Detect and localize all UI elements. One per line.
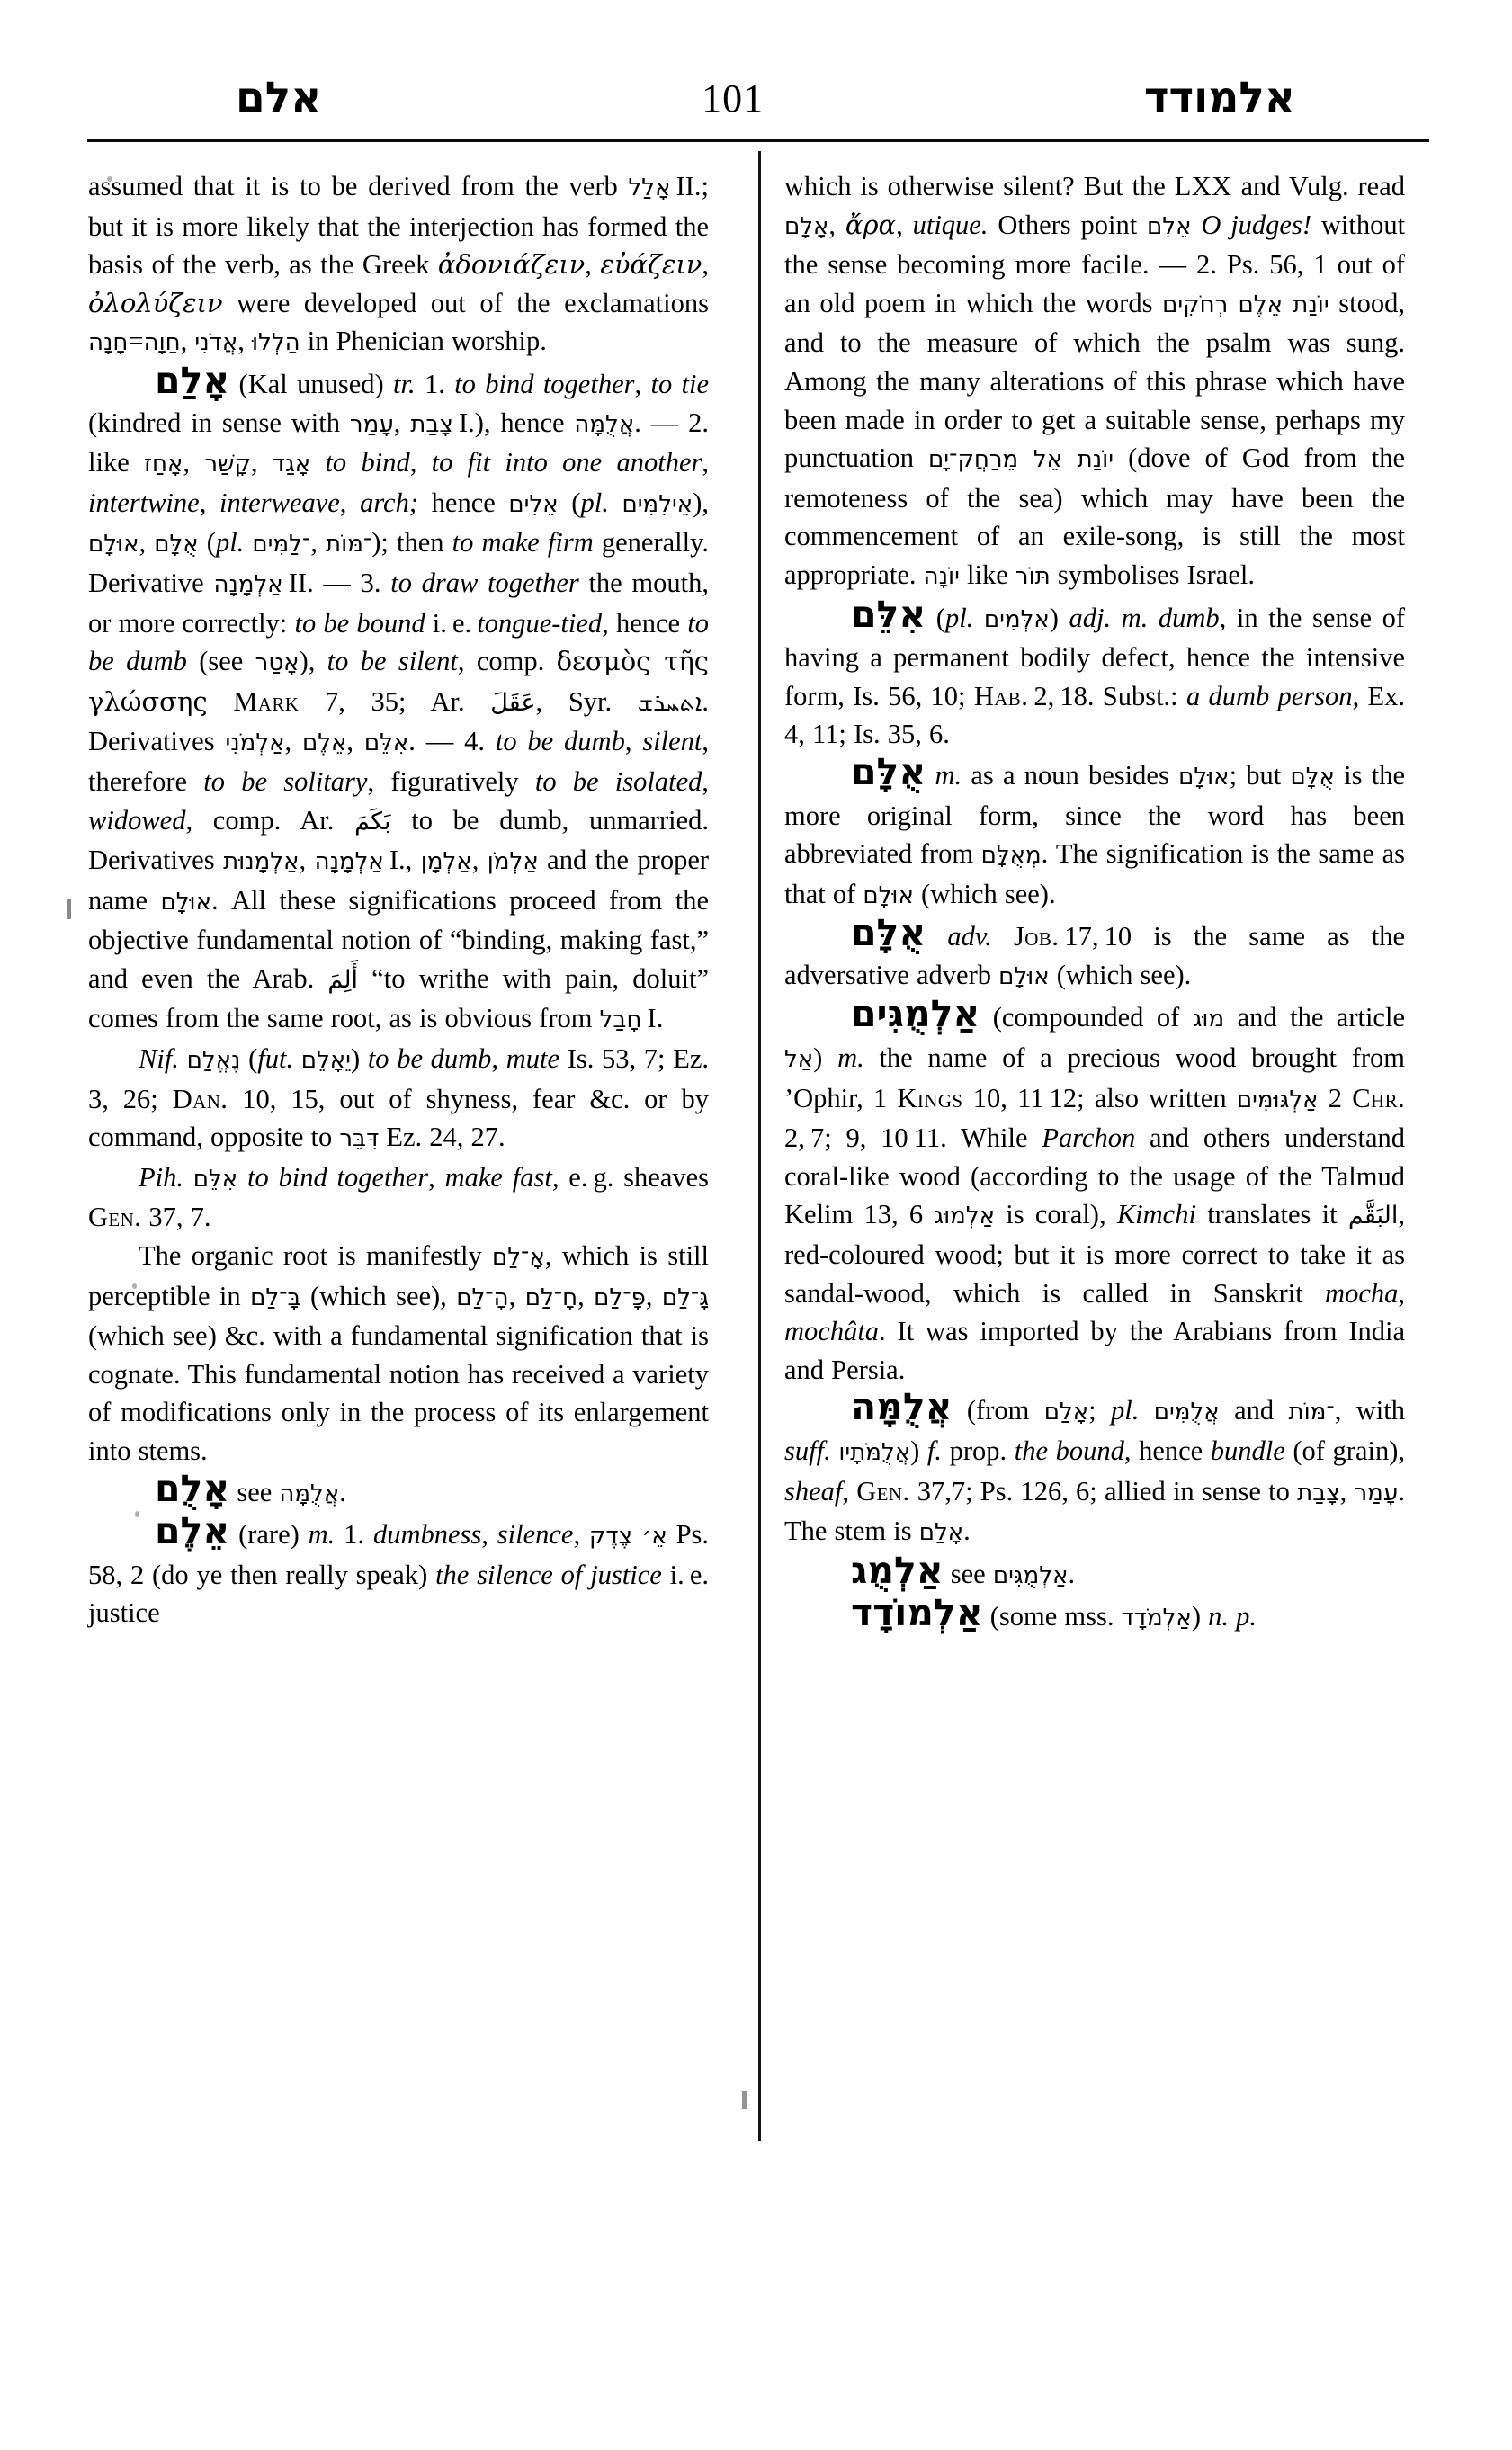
- hebrew-word: אוּלָם: [863, 881, 914, 909]
- hebrew-word: אֵילִמִּים: [622, 490, 693, 518]
- gloss: to be silent: [327, 646, 458, 677]
- gloss: intertwine: [88, 487, 200, 518]
- gloss: to be dumb: [495, 726, 625, 757]
- hebrew-word: אוּלָם: [1178, 763, 1230, 791]
- gloss: silent: [642, 726, 702, 757]
- conjugation-label: Nif.: [139, 1043, 179, 1075]
- gloss: O judges!: [1201, 209, 1311, 240]
- hebrew-word: מוּג: [1192, 1006, 1225, 1033]
- dictionary-entry-alam: אָלַם (Kal unused) tr. 1. to bind together, to tie (kindred in sense with עָמַר, צָבַת I.), hence אֲלֻמָּה. — 2. like אָחַז, קָשַׁר, אָגַד to bind, to fit into one another, intertwine, interweave, arch; hence אֵלִים (pl. אֵילִמִּים), אוּלָם, אֻלָּם (pl. ־לַמִּים, ־מּוֹת); then to make firm generally. Derivative אַלְמָנָה II. — 3. to draw together the mouth, or more correctly: to be bound i. e. tongue-tied, hence to be dumb (see אָטַר), to be silent, comp. δεσμὸς τῆς γλώσσης Mark 7, 35; Ar. عَقَلَ, Syr. ܐܬܚܪܫ. Derivatives אַלְמֹנִי, אֵלֶם, אִלֵּם. — 4. to be dumb, silent, therefore to be solitary, figuratively to be isolated, widowed, comp. Ar. بَكَمَ to be dumb, unmarried. Derivatives אַלְמָנוּת, אַלְמָנָה I., אַלְמָן, אַלְמֹן and the proper name אוּלָם. All these significations proceed from the objective fundamental notion of “binding, making fast,” and even the Arab. أَلِمَ “to writhe with pain, doluit” comes from the same root, as is obvious from חָבַל I.: [88, 358, 710, 1034]
- hebrew-word: אָלַם: [918, 1519, 964, 1547]
- gloss: bundle: [1210, 1435, 1285, 1466]
- gloss: arch;: [360, 487, 418, 518]
- header-rule: [87, 139, 1429, 142]
- dictionary-entry-alummah: אֲלֻמָּה (from אָלַם; pl. אֲלֻמִּים and ־מּוֹת, with suff. אֲלֻמֹּתָיו) f. prop. the bound, hence bundle (of grain), sheaf, Gen. 37,7; Ps. 126, 6; allied in sense to צָבַת, עָמַר. The stem is אָלַם.: [784, 1385, 1406, 1547]
- dictionary-entry-almodad: אַלְמוֹדָד (some mss. אַלְמֹדָד) n. p.: [851, 1591, 1257, 1635]
- hebrew-word: ־מּוֹת: [326, 531, 372, 559]
- gloss: dumbness: [372, 1519, 482, 1551]
- conjugation-piel: Pih. אִלֵּם to bind together, make fast, e. g. sheaves Gen. 37, 7.: [88, 1161, 710, 1233]
- greek-word: εὐάζειν: [600, 249, 702, 281]
- arabic-word: البَقَّم: [1347, 1202, 1399, 1230]
- gloss: the bound: [1014, 1435, 1124, 1466]
- scan-speck: [135, 1511, 139, 1517]
- hebrew-word: אֲלֻמָּה: [574, 410, 635, 438]
- dictionary-entry-ullam-adverb: אֻלָּם adv. Job. 17, 10 is the same as the adversative adverb אוּלָם (which see).: [784, 911, 1406, 990]
- hebrew-word: מְאֻלָּם: [980, 842, 1042, 870]
- hebrew-word: אִלְּמִים: [983, 605, 1050, 633]
- paragraph-organic-root: The organic root is manifestly אָ־לַם, which is still perceptible in בָּ־לַם (which see), הָ־לַם, חָ־לַם, פָּ־לַם, גָּ־לַם (which see) &c. with a fundamental signification that is cognate. This fundamental notion has received a variety of modifications only in the process of its enlargement into stems.: [88, 1240, 710, 1466]
- arabic-word: أَلِمَ: [327, 965, 359, 994]
- hebrew-word: אַלְמָנוּת: [223, 848, 300, 876]
- hebrew-word: אֵ׳ צֶדֶק: [588, 1523, 667, 1551]
- gloss: sheaf: [784, 1475, 843, 1507]
- dictionary-entry-ullam-noun: אֻלָּם m. as a noun besides אוּלָם; but אֻלָּם is the more original form, since the word has been abbreviated from מְאֻלָּם. The signification is the same as that of אוּלָם (which see).: [784, 749, 1406, 909]
- hebrew-word: חָבַל: [599, 1006, 642, 1034]
- hebrew-word: אֵלֶם: [301, 729, 347, 757]
- hebrew-word: בָּ־לַם: [250, 1283, 301, 1311]
- grammar-abbrev: n. p.: [1208, 1601, 1257, 1632]
- hebrew-word: צָבַת: [1297, 1479, 1340, 1507]
- paragraph-continued-from-left-column: which is otherwise silent? But the LXX and Vulg. read אָלָם, ἄρα, utique. Others point אֵלִם O judges! without the sense becoming more facile. — 2. Ps. 56, 1 out of an old poem in which the words יוֹנַת אֵלֶם רְחֹקִים stood, and to the measure of which the psalm was sung. Among the many alterations of this phrase which have been made in order to get a suitable sense, perhaps my punctuation יוֹנַת אֵל מֵרַחֲק־יָם (dove of God from the remoteness of the sea) which may have been the commencement of an exile-song, is still the most appropriate. יוֹנָה like תּוֹר symbolises Israel.: [784, 171, 1406, 590]
- hebrew-word: אוּלָם: [998, 962, 1050, 990]
- bible-book-abbrev: Gen.: [856, 1475, 910, 1507]
- sanskrit-word: mocha: [1325, 1277, 1399, 1309]
- hebrew-word: אַלְמָנָה: [314, 848, 384, 876]
- hebrew-word: הָ־לַם: [456, 1283, 509, 1311]
- scholar-name: Kimchi: [1116, 1199, 1196, 1230]
- hebrew-word: ־לַמִּים: [252, 531, 311, 559]
- hebrew-word: חַוָה: [143, 329, 181, 357]
- entry-headword-hebrew: אָלַם: [155, 358, 230, 402]
- hebrew-word: אָגַד: [272, 451, 311, 478]
- running-head-left-hebrew: אלם: [236, 73, 322, 122]
- dictionary-entry-illem: אִלֵּם (pl. אִלְּמִים) adj. m. dumb, in the sense of having a permanent bodily defect, hence the intensive form, Is. 56, 10; Hab. 2, 18. Subst.: a dumb person, Ex. 4, 11; Is. 35, 6.: [784, 592, 1405, 750]
- gloss: to draw together: [390, 567, 579, 598]
- entry-headword-hebrew: אַלְמֻג: [851, 1548, 944, 1592]
- hebrew-word: אָלַם: [1043, 1399, 1089, 1426]
- hebrew-word: אֵלִים: [508, 490, 559, 518]
- gloss: interweave: [219, 487, 340, 518]
- hebrew-word: אַלְמָן: [420, 848, 472, 876]
- hebrew-word: אָטַר: [255, 649, 300, 677]
- bible-book-abbrev: Kings: [897, 1082, 963, 1113]
- dictionary-entry-almuggim: אַלְמֻגִּים (compounded of מוּג and the article אַל) m. the name of a precious wood brought from ’Ophir, 1 Kings 10, 11 12; also written אַלְגּוּמִּים 2 Chr. 2, 7; 9, 10 11. While Parchon and others understand coral-like wood (according to the usage of the Talmud Kelim 13, 6 אַלְמוּג is coral), Kimchi translates it البَقَّم, red-coloured wood; but it is more correct to take it as sandal-wood, which is called in Sanskrit mocha, mochâta. It was imported by the Arabians from India and Persia.: [784, 992, 1406, 1385]
- hebrew-word: אָ־לַם: [492, 1244, 545, 1272]
- greek-word: ἄρα: [845, 209, 897, 240]
- hebrew-word: אוּלָם: [88, 531, 139, 559]
- hebrew-word: אַלְמֻגִּים: [992, 1561, 1069, 1589]
- bible-book-abbrev: Dan.: [172, 1083, 228, 1114]
- hebrew-word: אַלְמֹנִי: [225, 729, 285, 757]
- hebrew-word: אוּלָם: [160, 888, 211, 916]
- hebrew-word: אִלֵּם: [363, 729, 409, 757]
- hebrew-word: ־מּוֹת: [1288, 1399, 1335, 1426]
- gloss: to bind together: [454, 368, 635, 399]
- gloss: to be dumb: [367, 1043, 492, 1075]
- arabic-word: بَكَمَ: [354, 807, 391, 836]
- hebrew-word: אֲלֻמָּה: [279, 1480, 340, 1507]
- bible-book-abbrev: Job.: [1014, 921, 1060, 952]
- hebrew-word: אָחַז: [144, 451, 183, 478]
- scholar-name: Parchon: [1042, 1122, 1136, 1154]
- entry-headword-hebrew: אַלְמֻגִּים: [851, 992, 980, 1036]
- entry-headword-hebrew: אָלֻם: [155, 1466, 230, 1510]
- bible-book-abbrev: Gen.: [88, 1202, 142, 1233]
- gloss: make fast: [444, 1161, 552, 1193]
- hebrew-phrase: יוֹנַת אֵל מֵרַחֲק־יָם: [928, 446, 1114, 474]
- hebrew-word: אַלְגּוּמִּים: [1236, 1086, 1319, 1113]
- scan-speck: [107, 176, 112, 182]
- entry-headword-hebrew: אַלְמוֹדָד: [851, 1591, 983, 1635]
- hebrew-word: אַל: [784, 1046, 814, 1074]
- running-head: [86, 41, 1432, 122]
- gloss: to be dumb: [88, 607, 709, 677]
- gloss: the silence of justice: [435, 1559, 662, 1590]
- grammar-abbrev: m.: [308, 1519, 336, 1551]
- gloss: to be solitary: [203, 765, 368, 797]
- hebrew-word: אַלְמוּג: [934, 1203, 995, 1230]
- hebrew-word: אִלֵּם: [192, 1165, 238, 1193]
- gloss: to be isolated: [534, 765, 702, 797]
- bible-book-abbrev: Mark: [233, 685, 300, 717]
- paragraph-continued-from-previous-page: assumed that it is to be derived from the verb אָלַל II.; but it is more likely that the interjection has formed the basis of the verb, as the Greek ἀδονιάζειν, εὐάζειν, ὀλολύζειν were developed out of the exclamations חָנָה=חַוָה, אֲדֹנִי, הַלְלוּ in Phenician worship.: [88, 171, 710, 357]
- greek-phrase: δεσμὸς τῆς γλώσσης: [88, 646, 709, 717]
- hebrew-word: דִּבֵּר: [339, 1125, 380, 1153]
- hebrew-word: יוֹנָה: [923, 562, 960, 590]
- scan-speck: [132, 1283, 137, 1289]
- grammar-abbrev: adv.: [947, 921, 992, 952]
- page-number: 101: [702, 76, 765, 121]
- hebrew-word: אָלַל: [628, 174, 671, 201]
- gloss: to bind: [325, 447, 410, 478]
- hebrew-word: יֵאָלֵם: [300, 1047, 351, 1075]
- arabic-word: عَقَلَ: [490, 688, 536, 717]
- gloss: to tie: [650, 368, 710, 399]
- gloss: widowed: [88, 804, 186, 836]
- hebrew-word: אַלְמֹדָד: [1121, 1605, 1192, 1632]
- hebrew-word: אָלָם: [784, 212, 829, 240]
- septuagint-abbrev: LXX: [1174, 171, 1232, 201]
- gloss: to be bound: [294, 607, 425, 639]
- gloss: to fit into one another: [431, 447, 702, 478]
- bible-book-abbrev: Hab.: [973, 680, 1029, 711]
- scan-artifact-mark: [742, 2091, 747, 2109]
- dictionary-entry-elem: אֵלֶם (rare) m. 1. dumbness, silence, אֵ׳ צֶדֶק Ps. 58, 2 (do ye then really speak) the silence of justice i. e. justice: [88, 1509, 710, 1629]
- dictionary-entry-alum-cross-reference: אָלֻם see אֲלֻמָּה.: [155, 1466, 346, 1510]
- gloss: a dumb person: [1185, 680, 1353, 711]
- hebrew-word: אַלְמָנָה: [213, 570, 283, 598]
- entry-headword-hebrew: אֻלָּם: [851, 749, 926, 793]
- hebrew-word: גָּ־לַם: [661, 1283, 710, 1311]
- grammar-abbrev: suff.: [784, 1435, 831, 1466]
- hebrew-word: פָּ־לַם: [594, 1283, 646, 1311]
- conjugation-label: Pih.: [139, 1161, 183, 1193]
- latin-word: utique.: [912, 209, 989, 240]
- hebrew-word: אֲלֻמֹּתָיו: [838, 1439, 911, 1466]
- dictionary-entry-almug-cross-reference: אַלְמֻג see אַלְמֻגִּים.: [851, 1548, 1076, 1592]
- grammar-abbrev: m.: [935, 759, 962, 791]
- entry-headword-hebrew: אִלֵּם: [851, 592, 926, 636]
- hebrew-word: אֲלֻמִּים: [1153, 1399, 1220, 1426]
- hebrew-word: קָשַׁר: [204, 451, 251, 478]
- hebrew-word: אֻלָּם: [154, 531, 199, 559]
- running-head-right-hebrew: אלמודד: [1143, 73, 1295, 122]
- hebrew-word: אֵלִם: [1147, 212, 1192, 240]
- entry-headword-hebrew: אֻלָּם: [851, 911, 926, 955]
- hebrew-word: אַלְמֹן: [487, 848, 539, 876]
- grammar-abbrev: f.: [926, 1435, 942, 1466]
- entry-headword-hebrew: אֲלֻמָּה: [851, 1385, 953, 1429]
- hebrew-phrase: יוֹנַת אֵלֶם רְחֹקִים: [1162, 291, 1329, 318]
- greek-word: ὀλολύζειν: [88, 287, 223, 318]
- gloss: tongue-tied: [477, 607, 603, 639]
- hebrew-word: נֶאֱלַם: [186, 1047, 241, 1075]
- gloss: silence: [497, 1519, 574, 1551]
- hebrew-word: אֻלָּם: [1290, 763, 1335, 791]
- hebrew-word: צָבַת: [410, 410, 453, 438]
- column-divider-rule: [758, 151, 761, 2141]
- grammar-abbrev: tr.: [393, 368, 416, 399]
- greek-word: ἀδονιάζειν: [437, 249, 586, 281]
- entry-headword-hebrew: אֵלֶם: [155, 1509, 230, 1553]
- syriac-word: ܐܬܚܪܫ: [637, 688, 702, 717]
- hebrew-word: עָמַר: [1354, 1479, 1399, 1507]
- left-text-column: [88, 167, 709, 1632]
- hebrew-word: הַלְלוּ: [251, 329, 300, 357]
- sanskrit-word: mochâta: [784, 1316, 880, 1347]
- hebrew-word: תּוֹר: [1015, 562, 1051, 590]
- conjugation-nifal: Nif. נֶאֱלַם (fut. יֵאָלֵם) to be dumb, mute Is. 53, 7; Ez. 3, 26; Dan. 10, 15, out of shyness, fear &c. or by command, opposite to דִּבֵּר Ez. 24, 27.: [88, 1043, 709, 1153]
- gloss: mute: [505, 1043, 560, 1075]
- bible-book-abbrev: Chr.: [1352, 1082, 1406, 1113]
- gloss: to bind together: [247, 1161, 429, 1193]
- right-text-column: [784, 167, 1405, 1638]
- gloss: to make firm: [452, 527, 594, 559]
- grammar-abbrev: m.: [837, 1042, 864, 1074]
- hebrew-word: חָנָה: [88, 329, 129, 357]
- hebrew-word: חָ־לַם: [524, 1283, 578, 1311]
- hebrew-word: עָמַר: [349, 410, 394, 438]
- scan-artifact-mark: [67, 899, 71, 919]
- hebrew-word: אֲדֹנִי: [194, 329, 238, 357]
- grammar-abbrev: adj. m. dumb: [1069, 602, 1220, 633]
